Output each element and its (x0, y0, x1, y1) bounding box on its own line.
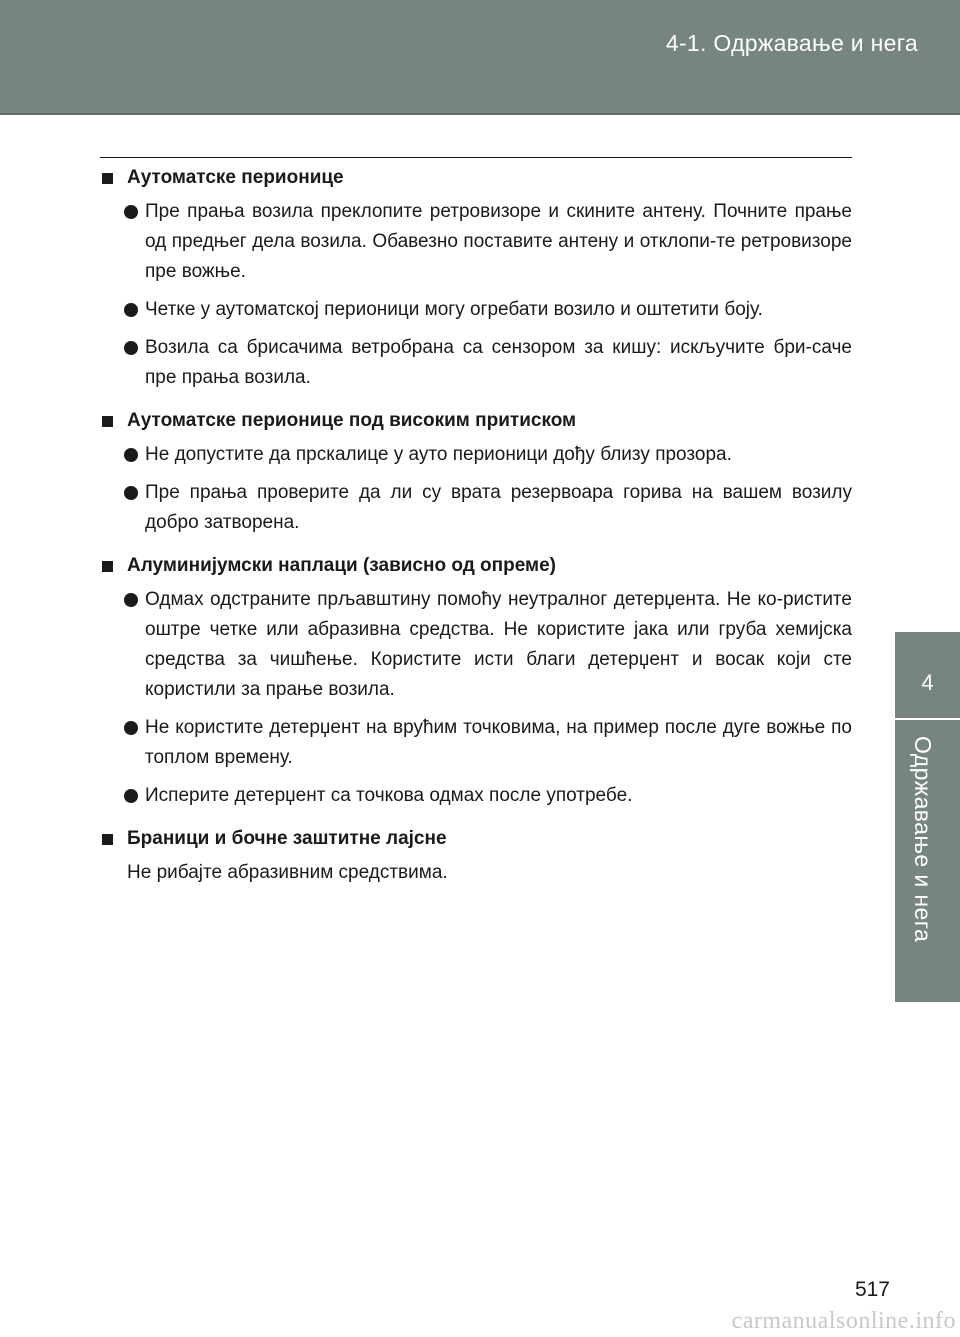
page-number: 517 (854, 1278, 890, 1301)
list-item (100, 478, 852, 538)
list-item-text: Четке у аутоматској перионици могу огребати возило и оштетити боју. (145, 299, 763, 320)
top-rule (100, 157, 852, 158)
list-item (100, 781, 852, 811)
list-item-text: Исперите детерџент са точкова одмах после употребе. (145, 785, 633, 806)
section-heading (100, 551, 852, 581)
square-bullet-icon (102, 416, 113, 427)
section-heading-text: Аутоматске перионице под високим притиском (127, 410, 577, 431)
section-automatic-carwash (100, 163, 852, 393)
section-high-pressure-carwash (100, 406, 852, 538)
list-item (100, 713, 852, 773)
document-body (100, 163, 852, 901)
list-item (100, 440, 852, 470)
list-item-text: Пре прања проверите да ли су врата резервоара горива на вашем возилу добро затворена. (145, 482, 852, 533)
section-bumpers (100, 824, 852, 888)
list-item (100, 333, 852, 393)
list-item-text: Не допустите да прскалице у ауто перионици дођу близу прозора. (145, 444, 732, 465)
list-item-text: Одмах одстраните прљавштину помоћу неутралног детерџента. Не ко-ристите оштре четке или абразивна средства. Не користите јака или груба хемијска средства за чишћење. Користите исти благи детерџент и восак који сте користили за прање возила. (145, 589, 852, 700)
section-body-text: Не рибајте абразивним средствима. (127, 862, 448, 883)
header-bar (0, 0, 960, 115)
list-item (100, 295, 852, 325)
list-item-text: Не користите детерџент на врућим точковима, на пример после дуге вожње по топлом времену. (145, 717, 852, 768)
chapter-label: Одржавање и нега (910, 736, 936, 943)
circle-bullet-icon (124, 721, 138, 735)
section-heading (100, 163, 852, 193)
square-bullet-icon (102, 834, 113, 845)
section-heading (100, 824, 852, 854)
circle-bullet-icon (124, 205, 138, 219)
circle-bullet-icon (124, 341, 138, 355)
square-bullet-icon (102, 561, 113, 572)
section-heading-text: Браници и бочне заштитне лајсне (127, 828, 447, 849)
list-item (100, 197, 852, 287)
section-heading (100, 406, 852, 436)
watermark: carmanualsonline.info (731, 1308, 956, 1334)
circle-bullet-icon (124, 486, 138, 500)
chapter-title: 4-1. Одржавање и нега (665, 30, 918, 56)
list-item-text: Возила са брисачима ветробрана са сензором за кишу: искључите бри-саче пре прања возила. (145, 337, 852, 388)
section-aluminum-wheels (100, 551, 852, 811)
list-item (100, 585, 852, 705)
section-heading-text: Аутоматске перионице (127, 167, 344, 188)
circle-bullet-icon (124, 448, 138, 462)
section-heading-text: Алуминијумски наплаци (зависно од опреме) (127, 555, 557, 576)
side-tab-divider (895, 718, 960, 720)
chapter-side-tab (895, 632, 960, 1002)
chapter-number: 4 (921, 670, 934, 695)
circle-bullet-icon (124, 789, 138, 803)
circle-bullet-icon (124, 593, 138, 607)
circle-bullet-icon (124, 303, 138, 317)
square-bullet-icon (102, 173, 113, 184)
list-item-text: Пре прања возила преклопите ретровизоре и скините антену. Почните прање од предњег дела возила. Обавезно поставите антену и отклопи-те ретровизоре пре вожње. (145, 201, 852, 282)
